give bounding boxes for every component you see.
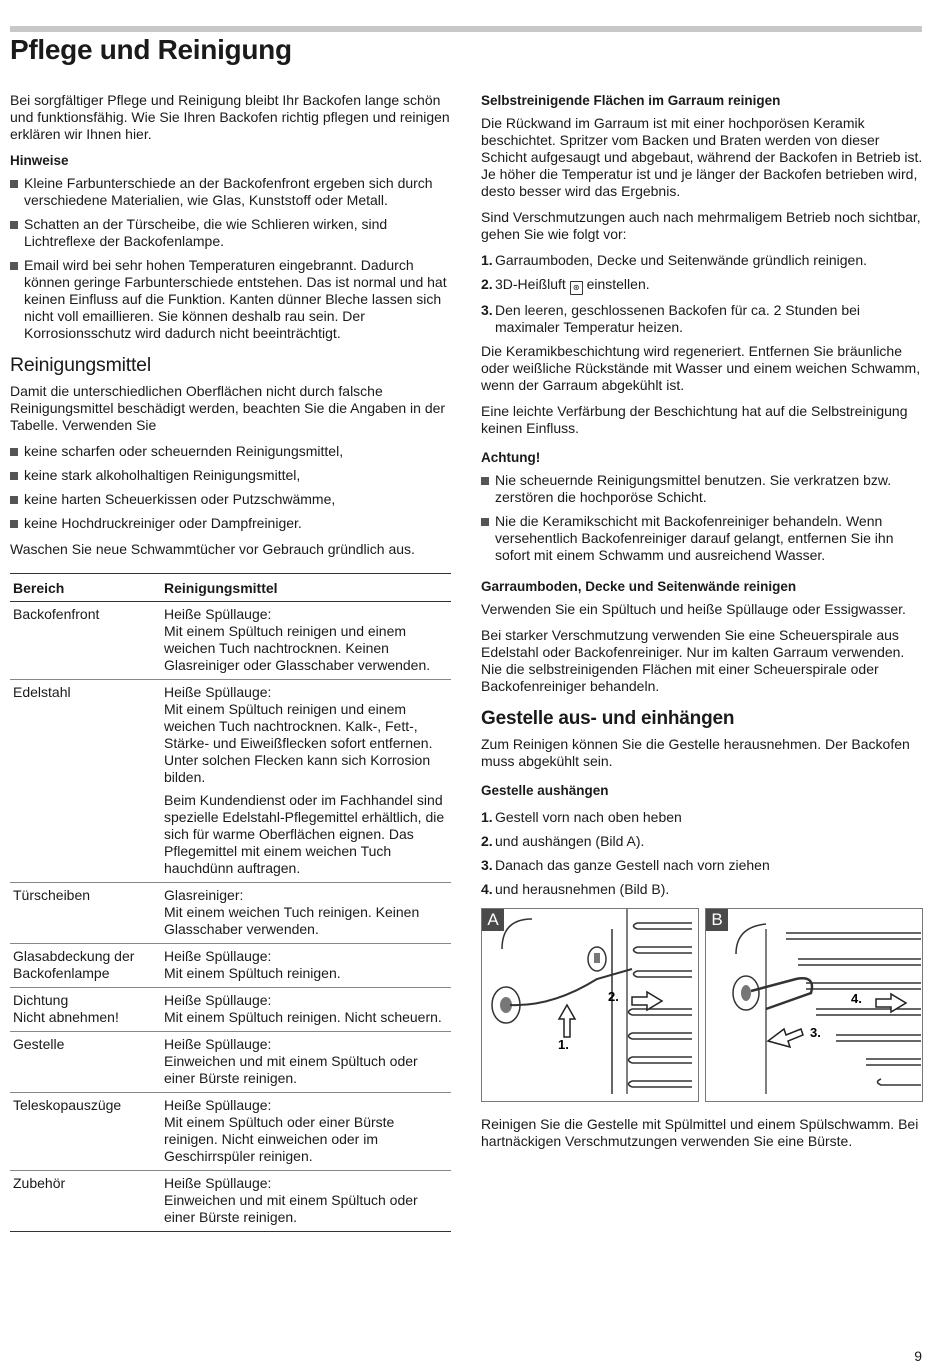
racks-intro: Zum Reinigen können Sie die Gestelle herausnehmen. Der Backofen muss abgekühlt sein. bbox=[481, 736, 910, 769]
table-row bbox=[10, 1032, 451, 1093]
area-cell bbox=[10, 1032, 161, 1093]
table-row bbox=[10, 602, 451, 680]
self-clean-p2: Sind Verschmutzungen auch nach mehrmaligem Betrieb noch sichtbar, gehen Sie wie folgt vor: bbox=[481, 209, 921, 242]
agent-text: Mit einem Spültuch oder einer Bürste reinigen. Nicht einweichen oder im Geschirrspüler reinigen. bbox=[164, 1114, 395, 1164]
agent-text: Mit einem Spültuch reinigen. Nicht scheuern. bbox=[164, 1009, 442, 1025]
cleaners-heading: Reinigungsmittel bbox=[10, 354, 151, 376]
racks-closing: Reinigen Sie die Gestelle mit Spülmittel und einem Spülschwamm. Bei hartnäckigen Verschmutzungen verwenden Sie eine Bürste. bbox=[481, 1116, 919, 1149]
list-item: Email wird bei sehr hohen Temperaturen eingebrannt. Dadurch können geringe Farbunterschiede entstehen. Das ist normal und hat keinen Einfluss auf die Funktion. Kanten dünner Bleche lassen sich nicht voll emaillieren. Sie können deshalb rau sein. Der Korrosionsschutz wird dadurch nicht beeinträchtigt. bbox=[10, 257, 450, 342]
warning-heading: Achtung! bbox=[481, 450, 541, 465]
floor-p1: Verwenden Sie ein Spültuch und heiße Spüllauge oder Essigwasser. bbox=[481, 601, 906, 617]
agent-cell bbox=[161, 1093, 451, 1171]
agent-text: Einweichen und mit einem Spültuch oder einer Bürste reinigen. bbox=[164, 1192, 418, 1225]
list-item: Kleine Farbunterschiede an der Backofenfront ergeben sich durch verschiedene Materialien, wie Glas, Kunststoff oder Metall. bbox=[10, 175, 450, 209]
list-item bbox=[481, 833, 923, 850]
list-item bbox=[481, 857, 923, 874]
figure-step-label: 4. bbox=[851, 991, 862, 1006]
list-item: Nie die Keramikschicht mit Backofenreiniger behandeln. Wenn versehentlich Backofenreiniger darauf gelangt, entfernen Sie ihn sofort mit einem Schwamm und ausreichend Wasser. bbox=[481, 513, 923, 564]
table-row bbox=[10, 680, 451, 883]
agent-cell bbox=[161, 1171, 451, 1232]
step-number: 3. bbox=[481, 857, 493, 873]
column-header-area: Bereich bbox=[10, 574, 161, 602]
figure-label: B bbox=[706, 909, 728, 931]
table-row bbox=[10, 944, 451, 988]
area-text: Edelstahl bbox=[13, 684, 71, 700]
column-header-agent: Reinigungsmittel bbox=[161, 574, 451, 602]
area-cell bbox=[10, 883, 161, 944]
list-item bbox=[481, 302, 923, 336]
step-text: Gestell vorn nach oben heben bbox=[495, 809, 682, 825]
step-number: 2. bbox=[481, 276, 493, 292]
area-cell bbox=[10, 1093, 161, 1171]
rack-figures bbox=[481, 908, 923, 1102]
floor-heading: Garraumboden, Decke und Seitenwände reinigen bbox=[481, 579, 797, 594]
area-text: Dichtung bbox=[13, 992, 69, 1008]
agent-label: Heiße Spüllauge: bbox=[164, 1097, 272, 1113]
step-number: 3. bbox=[481, 302, 493, 318]
right-column bbox=[481, 92, 923, 1159]
notes-list bbox=[10, 175, 450, 342]
agent-text: Mit einem weichen Tuch reinigen. Keinen Glasschaber verwenden. bbox=[164, 904, 420, 937]
floor-p2: Bei starker Verschmutzung verwenden Sie eine Scheuerspirale aus Edelstahl oder Backofenreiniger. Nur im kalten Garraum verwenden. Nie die selbstreinigenden Flächen mit einer Scheuerspirale oder Backofenreiniger behandeln. bbox=[481, 627, 905, 694]
agent-label: Heiße Spüllauge: bbox=[164, 1175, 272, 1191]
step-number: 4. bbox=[481, 881, 493, 897]
step-text: Danach das ganze Gestell nach vorn ziehen bbox=[495, 857, 770, 873]
list-item: Nie scheuernde Reinigungsmittel benutzen. Sie verkratzen bzw. zerstören die hochporöse Schicht. bbox=[481, 472, 923, 506]
agent-text: Einweichen und mit einem Spültuch oder einer Bürste reinigen. bbox=[164, 1053, 418, 1086]
step-text: und aushängen (Bild A). bbox=[495, 833, 645, 849]
rack-illustration-a bbox=[482, 909, 699, 1101]
list-item: Schatten an der Türscheibe, die wie Schlieren wirken, sind Lichtreflexe der Backofenlampe. bbox=[10, 216, 450, 250]
page-number: 9 bbox=[914, 1348, 922, 1364]
left-column bbox=[10, 92, 450, 1232]
agent-label: Heiße Spüllauge: bbox=[164, 606, 272, 622]
agent-text: Mit einem Spültuch reinigen und einem weichen Tuch nachtrocknen. Keinen Glasreiniger oder Glasschaber verwenden. bbox=[164, 623, 431, 673]
list-item: keine Hochdruckreiniger oder Dampfreiniger. bbox=[10, 515, 450, 532]
area-cell bbox=[10, 1171, 161, 1232]
list-item bbox=[481, 276, 923, 295]
table-row bbox=[10, 883, 451, 944]
3d-hot-air-icon: ⊛ bbox=[570, 281, 583, 295]
step-text: Garraumboden, Decke und Seitenwände gründlich reinigen. bbox=[495, 252, 868, 268]
figure-label: A bbox=[482, 909, 504, 931]
self-clean-p1: Die Rückwand im Garraum ist mit einer hochporösen Keramik beschichtet. Spritzer vom Backen und Braten werden von dieser Schicht aufgesaugt und abgebaut, während der Backofen in Betrieb ist. Je höher die Temperatur ist und je länger der Backofen betrieben wird, desto besser wird das Ergebnis. bbox=[481, 115, 923, 199]
racks-subheading: Gestelle aushängen bbox=[481, 783, 609, 798]
step-number: 1. bbox=[481, 809, 493, 825]
area-text: Glasabdeckung der bbox=[13, 948, 135, 964]
area-cell bbox=[10, 988, 161, 1032]
top-rule bbox=[10, 26, 922, 32]
list-item: keine stark alkoholhaltigen Reinigungsmittel, bbox=[10, 467, 450, 484]
figure-step-label: 3. bbox=[810, 1025, 821, 1040]
figure-b bbox=[705, 908, 923, 1102]
step-text: Den leeren, geschlossenen Backofen für ca. 2 Stunden bei maximaler Temperatur heizen. bbox=[495, 302, 861, 335]
step-number: 2. bbox=[481, 833, 493, 849]
cleaning-table bbox=[10, 573, 451, 1232]
area-cell bbox=[10, 680, 161, 883]
agent-label: Heiße Spüllauge: bbox=[164, 1036, 272, 1052]
figure-step-label: 1. bbox=[558, 1037, 569, 1052]
wash-note: Waschen Sie neue Schwammtücher vor Gebrauch gründlich aus. bbox=[10, 541, 415, 557]
step-text: und herausnehmen (Bild B). bbox=[495, 881, 670, 897]
area-text: Gestelle bbox=[13, 1036, 65, 1052]
agent-cell bbox=[161, 988, 451, 1032]
table-row bbox=[10, 988, 451, 1032]
agent-cell bbox=[161, 883, 451, 944]
self-clean-p3: Die Keramikbeschichtung wird regeneriert. Entfernen Sie bräunliche oder weißliche Rückstände mit Wasser und einem weichen Schwamm, wenn der Garraum abgekühlt ist. bbox=[481, 343, 921, 393]
area-text: Zubehör bbox=[13, 1175, 66, 1191]
area-text: Backofenlampe bbox=[13, 965, 110, 981]
rack-illustration-b bbox=[706, 909, 923, 1101]
agent-block bbox=[164, 684, 448, 786]
step-text: einstellen. bbox=[586, 276, 650, 292]
step-text: 3D-Heißluft bbox=[495, 276, 566, 292]
agent-label: Glasreiniger: bbox=[164, 887, 244, 903]
agent-text: Mit einem Spültuch reinigen. bbox=[164, 965, 341, 981]
area-text: Türscheiben bbox=[13, 887, 91, 903]
agent-cell bbox=[161, 680, 451, 883]
self-clean-heading: Selbstreinigende Flächen im Garraum reinigen bbox=[481, 93, 781, 108]
list-item bbox=[481, 252, 923, 269]
warning-list bbox=[481, 472, 923, 564]
racks-heading: Gestelle aus- und einhängen bbox=[481, 708, 735, 729]
agent-label: Heiße Spüllauge: bbox=[164, 992, 272, 1008]
self-clean-steps bbox=[481, 252, 923, 336]
racks-steps bbox=[481, 809, 923, 898]
intro-text: Bei sorgfältiger Pflege und Reinigung bleibt Ihr Backofen lange schön und funktionsfähig. Wie Sie Ihren Backofen richtig pflegen und reinigen erklären wir Ihnen hier. bbox=[10, 92, 450, 142]
table-row bbox=[10, 1093, 451, 1171]
avoid-list bbox=[10, 443, 450, 532]
figure-step-label: 2. bbox=[608, 989, 619, 1004]
self-clean-p4: Eine leichte Verfärbung der Beschichtung hat auf die Selbstreinigung keinen Einfluss. bbox=[481, 403, 908, 436]
area-text: Nicht abnehmen! bbox=[13, 1009, 119, 1025]
agent-cell bbox=[161, 944, 451, 988]
notes-heading: Hinweise bbox=[10, 153, 69, 168]
list-item: keine scharfen oder scheuernden Reinigungsmittel, bbox=[10, 443, 450, 460]
agent-label: Heiße Spüllauge: bbox=[164, 684, 272, 700]
list-item bbox=[481, 881, 923, 898]
agent-label: Heiße Spüllauge: bbox=[164, 948, 272, 964]
area-text: Teleskopauszüge bbox=[13, 1097, 122, 1113]
list-item bbox=[481, 809, 923, 826]
table-row bbox=[10, 1171, 451, 1232]
agent-extra-text: Beim Kundendienst oder im Fachhandel sind spezielle Edelstahl-Pflegemittel erhältlich, die sich für warme Oberflächen eignen. Das Pflegemittel mit einem weichen Tuch hauchdünn auftragen. bbox=[164, 792, 445, 876]
list-item: keine harten Scheuerkissen oder Putzschwämme, bbox=[10, 491, 450, 508]
area-cell bbox=[10, 944, 161, 988]
page-title: Pflege und Reinigung bbox=[10, 34, 292, 65]
area-cell bbox=[10, 602, 161, 680]
cleaners-intro: Damit die unterschiedlichen Oberflächen nicht durch falsche Reinigungsmittel beschädigt werden, beachten Sie die Angaben in der Tabelle. Verwenden Sie bbox=[10, 383, 446, 433]
figure-a bbox=[481, 908, 699, 1102]
agent-text: Mit einem Spültuch reinigen und einem weichen Tuch nachtrocknen. Kalk-, Fett-, Stärke- und Eiweißflecken sofort entfernen. Unter solchen Flecken kann sich Korrosion bilden. bbox=[164, 701, 433, 785]
step-number: 1. bbox=[481, 252, 493, 268]
area-text: Backofenfront bbox=[13, 606, 100, 622]
agent-cell bbox=[161, 602, 451, 680]
agent-cell bbox=[161, 1032, 451, 1093]
table-header-row bbox=[10, 574, 451, 602]
